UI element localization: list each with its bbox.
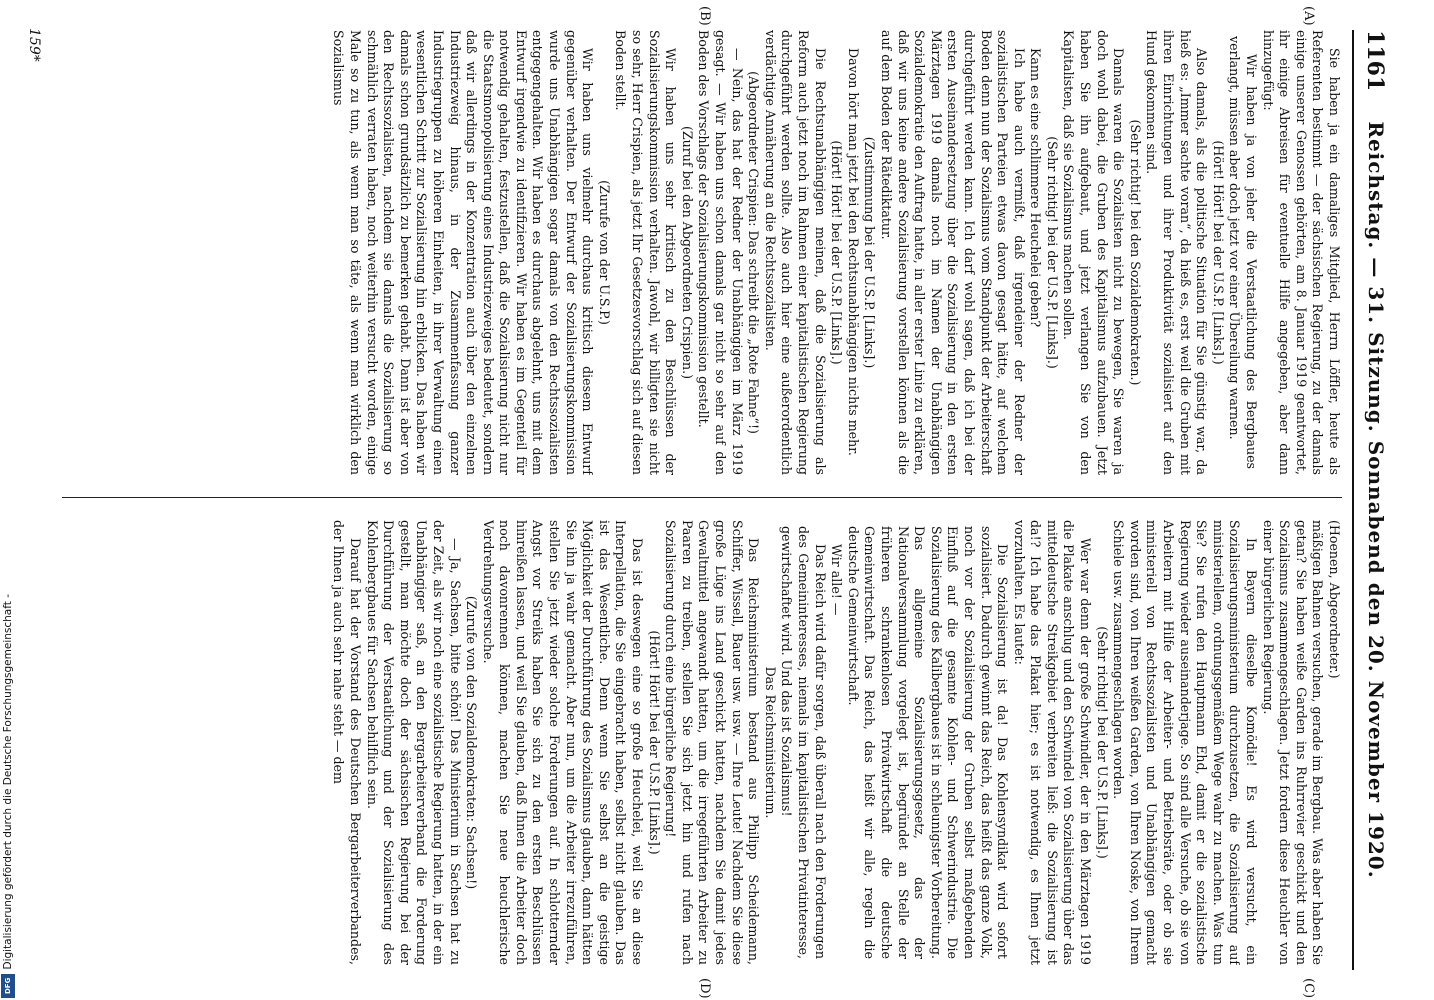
paragraph: Die Rechtsunabhängigen meinen, daß die Sozialisierung als Reform auch jetzt noch im Rahmen einer kapitalistischen Regierung durchgeführt werden sollte. Also auch hier eine außerordentlich verdächtige Annäherung an die Rechtssozialisten. <box>762 30 828 475</box>
paragraph: Kann es eine schlimmere Heuchelei geben? <box>1028 48 1044 328</box>
paragraph: Damals waren die Sozialisten nicht zu bewegen, Sie waren ja doch wohl dabei, die Gruben des Kapitalismus aufzubauen. Jetzt haben Sie ihn aufgebaut, und jetzt verlangen Sie von den Kapitalisten, daß sie Sozialismus machen sollen. <box>1061 30 1127 475</box>
paragraph: — Ja, Sachsen, bitte schön! Das Ministerium in Sachsen hat zu der Zeit, als wir noch eine sozialistische Regierung hatten, in der ein Unabhängiger saß, an den Bergarbeiterverband die Forderung gestellt, man möchte doch der sächsischen Regierung bei der Durchführung der Verstaatlichung und der Sozialisierung des Kohlenbergbaues für Sachsen behilflich sein. <box>364 520 463 965</box>
header-title: Reichstag. — 31. Sitzung. Sonnabend den 20. November 1920. <box>1364 121 1388 879</box>
paragraph: Davon hört man jetzt bei den Rechtsunabhängigen nichts mehr. <box>845 48 861 456</box>
interjection: (Abgeordneter Crispien: Das schreibt die „Rote Fahne“!) <box>746 71 762 434</box>
paragraph: Wir haben uns vielmehr durchaus kritisch diesem Entwurf gegenüber verhalten. Der Entwurf der Sozialisierungskommission wurde uns Unabhängigen sogar damals von den Rechtssozialisten entgegengehalten. Wir haben es durchaus abgelehnt, uns mit dem Entwurf irgendwie zu identifizieren. Wir haben es im Gegenteil für notwendig gehalten, festzustellen, daß die Sozialisierung nicht nur die Staatsmonopolisierung eines Industriezweiges bedeutet, sondern daß wir allerdings in der Konzentration auch über den einzelnen Industriezweig hinaus, in der Zusammenfassung ganzer Industriegruppen zu höheren Einheiten, in ihrer Verwaltung einen wesentlichen Schritt zur Sozialisierung hin erblicken. Das haben wir damals schon grundsätzlich zu bemerken gehabt. Dann ist aber von den Rechtssozialisten, nachdem sie damals die Sozialisierung so schmählich verraten haben, noch weiterhin versucht worden, einige Male so zu tun, als wenn man so täte, als wenn man wirklich den Sozialismus <box>331 30 596 475</box>
paragraph: Das Reichsministerium bestand aus Philipp Scheidemann, Schiffer, Wissell, Bauer usw. usw. — Ihre Leute! Nachdem Sie diese große Lüge ins Land geschickt hatten, nachdem Sie damit jedes Gewaltmittel angewandt hatten, um die irregeführten Arbeiter zu Paaren zu treiben, stellen Sie sich jetzt hin und rufen nach Sozialisierung durch eine bürgerliche Regierung! <box>663 520 762 965</box>
digitization-credit <box>0 0 16 1000</box>
interjection: (Zurufe von den Sozialdemokraten: Sachsen!) <box>464 595 480 890</box>
interjection: (Sehr richtig! bei der U.S.P. [Links].) <box>1094 626 1110 859</box>
interjection: (Hört! Hört! bei der U.S.P. [Links].) <box>646 630 662 855</box>
quote: Das Reich wird dafür sorgen, daß überall nach den Forderungen des Gemeininteresses, niemals im kapitalistischen Privatinteresse, gewirtschaftet wird. Und das ist Sozialismus! <box>779 526 828 959</box>
quote: Die Sozialisierung ist da! Das Kohlensyndikat wird sofort sozialisiert. Dadurch gewinnt das Reich, das heißt das ganze Volk, noch vor der Sozialisierung der Gruben selbst maßgebenden Einfluß auf die gesamte Kohlen- und Schwerindustrie. Die Sozialisierung des Kalibergbaues ist in schleunigster Vorbereitung. Das allgemeine Sozialisierungsgesetz, das der Nationalversammlung vorgelegt ist, begründet an Stelle der früheren schrankenlosen Privatwirtschaft die deutsche Gemeinwirtschaft. Das Reich, das heißt wir alle, regeln die deutsche Gemeinwirtschaft. <box>845 526 1011 959</box>
interjection: (Sehr richtig! bei den Sozialdemokraten.) <box>1127 119 1143 386</box>
page-header <box>1352 30 1394 970</box>
interjection: (Sehr richtig! bei der U.S.P. [Links].) <box>1044 136 1060 369</box>
paragraph: Das ist deswegen eine so große Heuchelei, weil Sie an diese Interpellation, die Sie eingebracht haben, selbst nicht glauben. Das ist das Wesentliche. Denn wenn Sie selbst an die geistige Möglichkeit der Durchführung des Sozialismus glauben, dann hätten Sie ihn ja wahr gemacht. Aber nun, um die Arbeiter irrezuführen, stellen Sie jetzt wieder solche Forderungen auf. In schlotternder Angst vor Streiks haben Sie sich zu den ersten Beschlüssen hinreißen lassen, und weil Sie glauben, daß Ihnen die Arbeiter doch noch davonrennen können, machen Sie neue heuchlerische Verdrehungsversuche. <box>480 520 646 965</box>
speaker-label: (Hoenen, Abgeordneter.) <box>1327 520 1342 679</box>
interjection: (Hört! Hört! bei der U.S.P. [Links].) <box>829 140 845 365</box>
page-number: 1161 <box>1362 30 1388 92</box>
interjection: (Zurufe von der U.S.P.) <box>596 180 612 325</box>
margin-mark-a: (A) <box>1301 6 1316 26</box>
paragraph: Wer war denn der große Schwindler, der in den Märztagen 1919 die Plakate anschlug und den Schwindel von Sozialisierung über das mitteldeutsche Streikgebiet verbreiten ließ: die Sozialisierung ist da!? Ich habe das Plakat hier; es ist notwendig, es Ihnen jetzt vorzuhalten. Es lautet: <box>1011 520 1094 965</box>
paragraph: mäßigen Bahnen versuchen, gerade im Bergbau. Was aber haben Sie getan? Sie haben weiße Garden ins Ruhrrevier geschickt und den Sozialismus zusammengeschlagen. Jetzt fordern diese Heuchler von einer bürgerlichen Regierung. <box>1260 520 1326 965</box>
column-divider <box>62 497 1342 498</box>
paragraph: Wir haben uns sehr kritisch zu den Beschlüssen der Sozialisierungskommission verhalten. Jawohl, wir billigten sie nicht so sehr, Herr Crispien, als jetzt Ihr Gesetzesvorschlag sich auf diesen Boden stellt. <box>613 30 679 475</box>
paragraph: In Bayern dieselbe Komödie! Es wird versucht, ein Sozialisierungsministerium durchzusetzen, die Sozialisierung auf ministeriellem, ordnungsgemäßem Wege wahr zu machen. Was tun Sie? Sie rufen den Hauptmann Ehd, damit er die sozialistische Regierung wieder auseinanderjage. So sind alle Versuche, ob sie von Arbeitern mit Hilfe der Arbeiter- und Betriebsräte, oder ob sie ministeriell von Rechtssozialisten und Unabhängigen gemacht worden sind, von Ihren weißen Garden, von Ihren Noske, von Ihrem Schiele usw. zusammengeschlagen worden. <box>1111 520 1260 965</box>
interjection: (Zuruf bei den Abgeordneten Crispien.) <box>679 126 695 379</box>
dfg-logo: DFG <box>1 974 15 998</box>
paragraph: Darauf hat der Vorstand des Deutschen Bergarbeiterverbandes, der Ihnen ja auch sehr nahe steht — dem <box>331 520 363 965</box>
left-column <box>62 30 1342 475</box>
quote: Wir haben ja von jeher die Verstaatlichung des Bergbaues verlangt, müssen aber doch jetzt vor einer Übereilung warnen. <box>1227 36 1260 469</box>
margin-mark-c: (C) <box>1301 978 1316 999</box>
right-column <box>62 520 1342 965</box>
paragraph: Also damals, als die politische Situation für Sie günstig war, da hieß es: „Immer sachte voran“, da hieß es, erst weil die Gruben mit ihren Einrichtungen und ihrer Produktivität sozialisiert auf den Hund gekommen sind. <box>1144 30 1210 475</box>
sheet-number: 159* <box>26 28 42 62</box>
interjection: (Zustimmung bei der U.S.P. [Links].) <box>862 136 878 369</box>
paragraph: Sie haben ja ein damaliges Mitglied, Herrn Löffler, heute als Referenten bestimmt — der sächsischen Regierung, zu der damals einige unserer Genossen gehörten, am 8. Januar 1919 geantwortet, ihr einige Abreisen für eventuelle Hilfe angegeben, aber dann hinzugefügt: <box>1260 30 1342 475</box>
quote: Wir alle! — <box>829 544 845 616</box>
signature-line: Das Reichsministerium. <box>762 666 778 819</box>
interjection: (Hört! Hört! bei der U.S.P. [Links].) <box>1210 140 1226 365</box>
paragraph: Ich habe auch vermißt, daß irgendeiner der Redner der sozialistischen Parteien etwas davon gesagt hätte, auf welchem Boden denn nun der Sozialismus vom Standpunkt der Arbeiterschaft durchgeführt werden kann. Ich darf wohl sagen, daß ich bei der ersten Auseinandersetzung über die Sozialisierung in den ersten Märztagen 1919 damals noch im Namen der Unabhängigen Sozialdemokratie den Auftrag hatte, in aller erster Linie zu erklären, daß wir uns keine andere Sozialisierung vorstellen können als die auf dem Boden der Rätediktatur. <box>878 30 1027 475</box>
paragraph: — Nein, das hat der Redner der Unabhängigen im März 1919 gesagt. — Wir haben uns schon damals gar nicht so sehr auf den Boden des Vorschlags der Sozialisierungskommission gestellt. <box>696 30 745 475</box>
margin-mark-b: (B) <box>697 6 712 26</box>
credit-text: Digitalisierung gefördert durch die Deutsche Forschungsgemeinschaft - <box>2 594 14 970</box>
margin-mark-d: (D) <box>697 978 712 999</box>
